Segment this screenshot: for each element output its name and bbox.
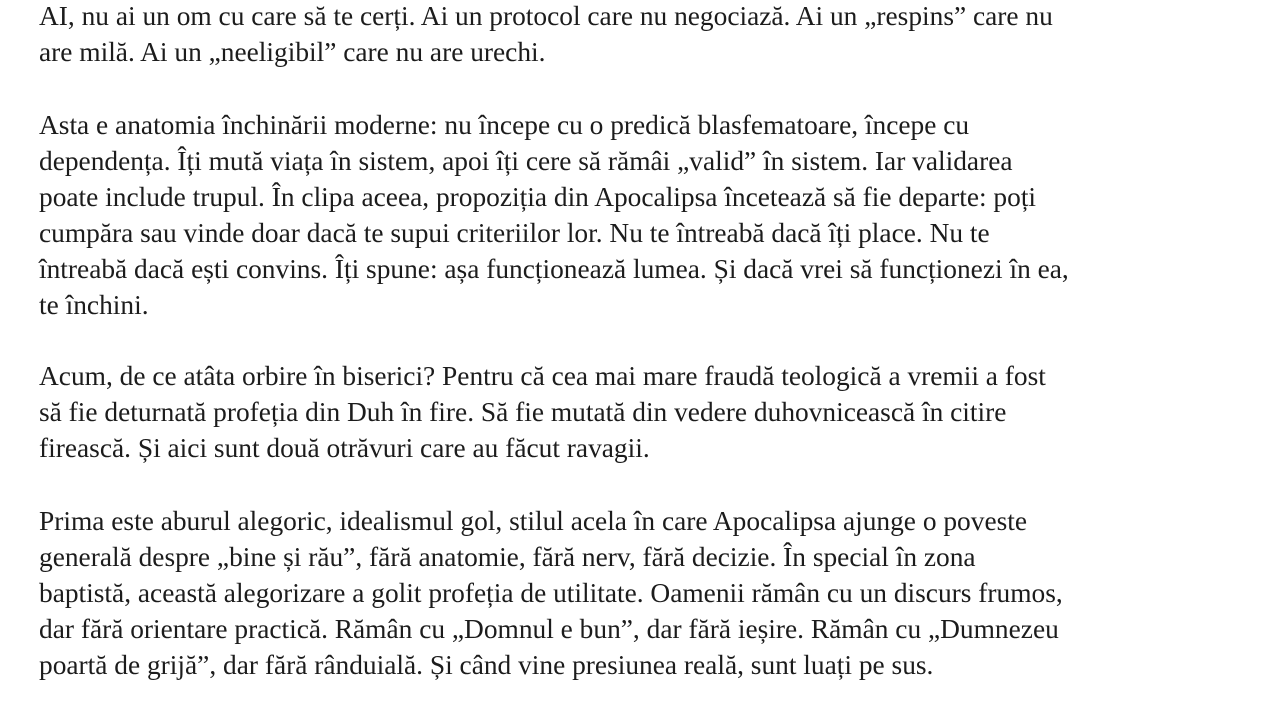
text-line: să fie deturnată profeția din Duh în fire. Să fie mutată din vedere duhovnicească în citire	[39, 397, 1007, 427]
paragraph-1	[39, 0, 1239, 70]
text-line: dependența. Îți mută viața în sistem, apoi îți cere să rămâi „valid” în sistem. Iar validarea	[39, 146, 1013, 176]
text-line: Asta e anatomia închinării moderne: nu începe cu o predică blasfematoare, începe cu	[39, 110, 970, 140]
paragraph-3	[39, 358, 1239, 466]
text-line: Prima este aburul alegoric, idealismul gol, stilul acela în care Apocalipsa ajunge o poveste	[39, 506, 1028, 536]
text-line: te închini.	[39, 290, 149, 320]
text-line: generală despre „bine și rău”, fără anatomie, fără nerv, fără decizie. În special în zona	[39, 542, 976, 572]
text-line: Acum, de ce atâta orbire în biserici? Pentru că cea mai mare fraudă teologică a vremii a fost	[39, 361, 1046, 391]
text-line: cumpăra sau vinde doar dacă te supui criteriilor lor. Nu te întreabă dacă îți place. Nu te	[39, 218, 990, 248]
text-line: poartă de grijă”, dar fără rânduială. Și când vine presiunea reală, sunt luați pe sus.	[39, 650, 934, 680]
text-line: baptistă, această alegorizare a golit profeția de utilitate. Oamenii rămân cu un discurs frumos,	[39, 578, 1063, 608]
text-line: AI, nu ai un om cu care să te cerți. Ai un protocol care nu negociază. Ai un „respins” care nu	[39, 1, 1053, 31]
paragraph-2	[39, 107, 1239, 323]
text-line: are milă. Ai un „neeligibil” care nu are urechi.	[39, 37, 546, 67]
text-line: poate include trupul. În clipa aceea, propoziția din Apocalipsa încetează să fie departe: poți	[39, 182, 1037, 212]
text-line: firească. Și aici sunt două otrăvuri care au făcut ravagii.	[39, 433, 650, 463]
text-line: întreabă dacă ești convins. Îți spune: așa funcționează lumea. Și dacă vrei să funcționezi în ea,	[39, 254, 1069, 284]
text-line: dar fără orientare practică. Rămân cu „Domnul e bun”, dar fără ieșire. Rămân cu „Dumnezeu	[39, 614, 1059, 644]
paragraph-4	[39, 503, 1239, 683]
